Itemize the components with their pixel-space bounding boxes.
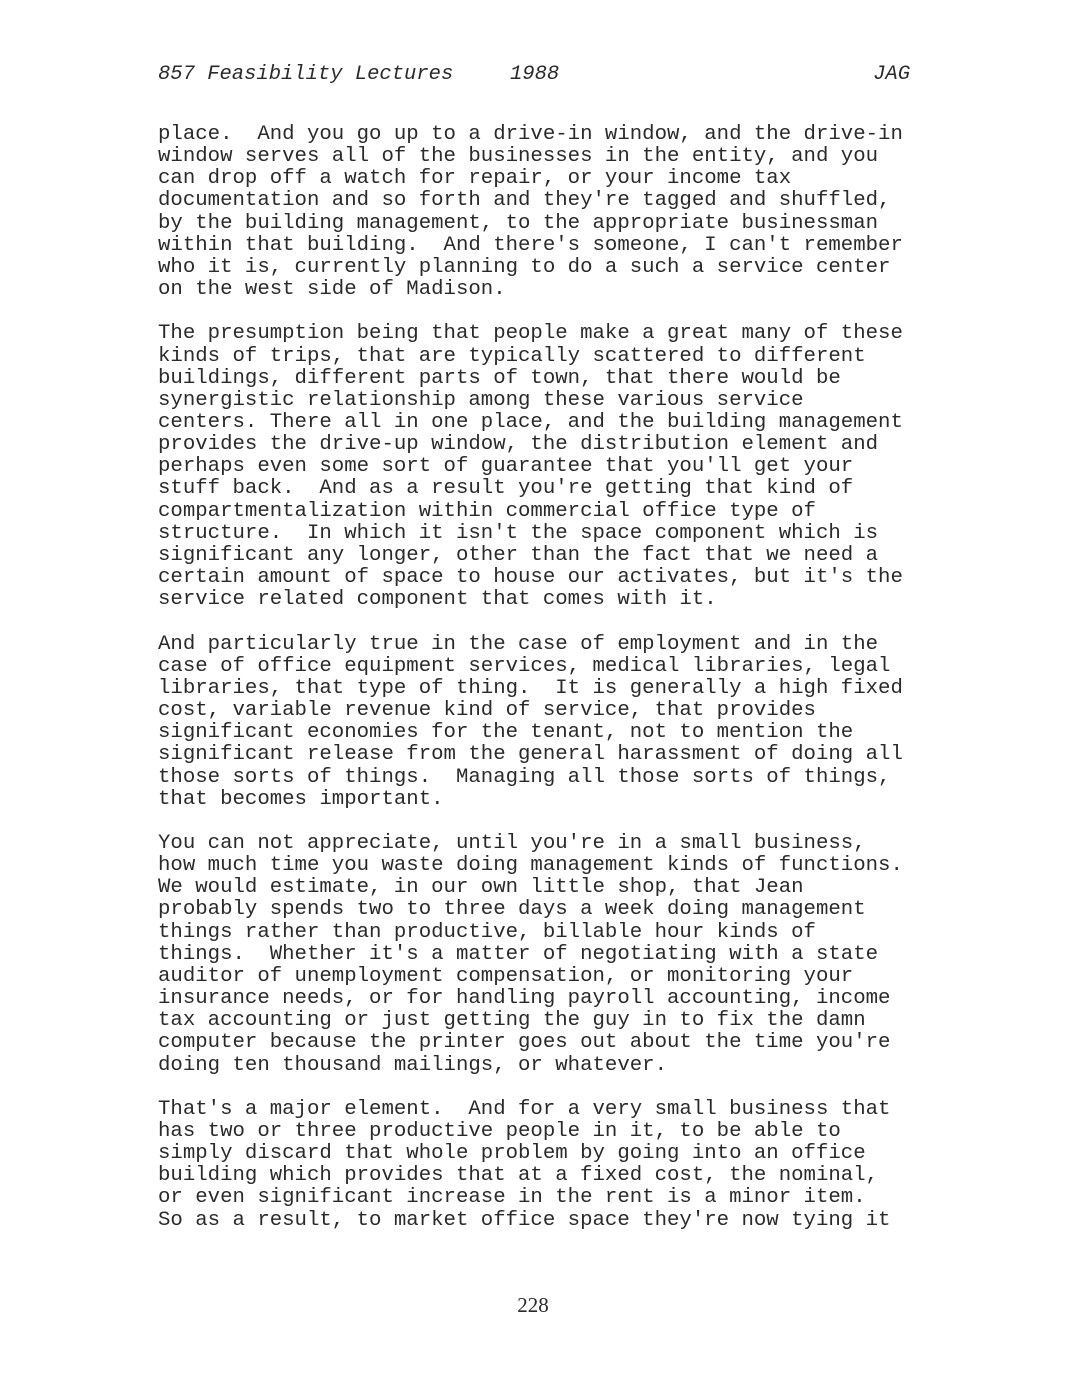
header-course-title: 857 Feasibility Lectures [158,63,454,86]
text-line: building which provides that at a fixed cost, the nominal, [158,1164,879,1188]
text-line: window serves all of the businesses in the entity, and you [158,145,879,169]
page-number: 228 [517,1293,549,1317]
text-line: perhaps even some sort of guarantee that you'll get your [158,455,854,479]
paragraph [158,833,918,1077]
text-line: That's a major element. And for a very small business that [158,1097,891,1121]
text-line: things. Whether it's a matter of negotiating with a state [158,942,879,966]
text-line: significant any longer, other than the fact that we need a [158,543,879,567]
header-year: 1988 [510,63,560,86]
text-line: doing ten thousand mailings, or whatever. [158,1053,667,1077]
text-line: who it is, currently planning to do a such a service center [158,255,891,279]
body-text [158,124,918,1254]
text-line: service related component that comes with it. [158,588,717,612]
header-author-initials: JAG [873,63,910,86]
paragraph [158,634,918,811]
text-line: place. And you go up to a drive-in window, and the drive-in [158,123,903,146]
text-line: within that building. And there's someone, I can't remember [158,233,903,257]
page-header [158,61,910,89]
paragraph [158,1099,918,1232]
text-line: We would estimate, in our own little shop, that Jean [158,876,804,900]
text-line: has two or three productive people in it, to be able to [158,1119,841,1143]
text-line: You can not appreciate, until you're in a small business, [158,831,866,855]
text-line: that becomes important. [158,787,444,811]
text-line: or even significant increase in the rent is a minor item. [158,1186,866,1210]
paragraph [158,323,918,611]
text-line: computer because the printer goes out about the time you're [158,1031,891,1055]
text-line: cost, variable revenue kind of service, that provides [158,699,816,723]
text-line: synergistic relationship among these various service [158,388,804,412]
text-line: tax accounting or just getting the guy in to fix the damn [158,1009,866,1033]
text-line: case of office equipment services, medical libraries, legal [158,654,891,678]
text-line: auditor of unemployment compensation, or monitoring your [158,964,854,988]
text-line: those sorts of things. Managing all those sorts of things, [158,765,891,789]
text-line: So as a result, to market office space they're now tying it [158,1208,891,1232]
text-line: provides the drive-up window, the distribution element and [158,433,879,457]
text-line: documentation and so forth and they're tagged and shuffled, [158,189,891,213]
text-line: stuff back. And as a result you're getting that kind of [158,477,854,501]
text-line: simply discard that whole problem by going into an office [158,1142,866,1166]
text-line: probably spends two to three days a week doing management [158,898,866,922]
text-line: significant release from the general harassment of doing all [158,743,903,767]
text-line: compartmentalization within commercial office type of [158,499,816,523]
paragraph [158,124,918,301]
text-line: things rather than productive, billable hour kinds of [158,920,816,944]
text-line: on the west side of Madison. [158,278,506,302]
text-line: how much time you waste doing management kinds of functions. [158,854,903,878]
text-line: kinds of trips, that are typically scattered to different [158,344,866,368]
text-line: And particularly true in the case of employment and in the [158,632,879,656]
text-line: buildings, different parts of town, that there would be [158,366,841,390]
text-line: significant economies for the tenant, not to mention the [158,721,854,745]
text-line: The presumption being that people make a great many of these [158,322,903,346]
text-line: by the building management, to the appropriate businessman [158,211,879,235]
text-line: can drop off a watch for repair, or your income tax [158,167,792,191]
text-line: centers. There all in one place, and the building management [158,411,903,435]
text-line: libraries, that type of thing. It is generally a high fixed [158,676,903,700]
text-line: insurance needs, or for handling payroll accounting, income [158,987,891,1011]
text-line: structure. In which it isn't the space component which is [158,521,879,545]
text-line: certain amount of space to house our activates, but it's the [158,566,903,590]
